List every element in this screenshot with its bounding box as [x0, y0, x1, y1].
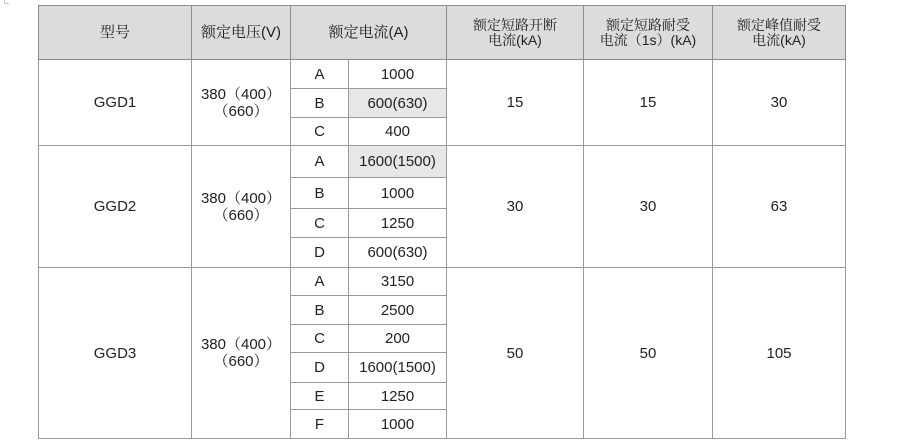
voltage-cell: 380（400） （660） [192, 146, 291, 268]
current-value: 600(630) [349, 238, 447, 268]
peak-withstand-cell: 30 [713, 60, 846, 146]
current-label: D [291, 353, 349, 383]
short-break-cell: 15 [447, 60, 584, 146]
current-label: D [291, 238, 349, 268]
current-value: 600(630) [349, 89, 447, 118]
current-value: 1250 [349, 383, 447, 410]
current-label: F [291, 410, 349, 439]
current-value: 1000 [349, 60, 447, 89]
table-row [39, 146, 846, 178]
header-short-break: 额定短路开断 电流(kA) [447, 6, 584, 60]
current-label: E [291, 383, 349, 410]
short-withstand-cell: 50 [584, 268, 713, 439]
current-value: 3150 [349, 268, 447, 296]
current-value: 1000 [349, 410, 447, 439]
current-label: C [291, 118, 349, 146]
model-cell: GGD3 [39, 268, 192, 439]
current-value: 2500 [349, 296, 447, 325]
peak-withstand-cell: 105 [713, 268, 846, 439]
current-value: 400 [349, 118, 447, 146]
short-break-cell: 30 [447, 146, 584, 268]
current-label: A [291, 146, 349, 178]
short-break-cell: 50 [447, 268, 584, 439]
current-value: 1250 [349, 209, 447, 238]
current-value: 1600(1500) [349, 146, 447, 178]
table-row [39, 268, 846, 296]
current-label: C [291, 209, 349, 238]
current-label: B [291, 178, 349, 209]
model-cell: GGD1 [39, 60, 192, 146]
current-label: A [291, 268, 349, 296]
model-cell: GGD2 [39, 146, 192, 268]
current-value: 1000 [349, 178, 447, 209]
voltage-cell: 380（400） （660） [192, 60, 291, 146]
short-withstand-cell: 30 [584, 146, 713, 268]
header-row [39, 6, 846, 60]
header-model: 型号 [39, 6, 192, 60]
voltage-cell: 380（400） （660） [192, 268, 291, 439]
header-rated-current: 额定电流(A) [291, 6, 447, 60]
header-peak-withstand: 额定峰值耐受 电流(kA) [713, 6, 846, 60]
current-label: C [291, 325, 349, 353]
peak-withstand-cell: 63 [713, 146, 846, 268]
short-withstand-cell: 15 [584, 60, 713, 146]
current-value: 200 [349, 325, 447, 353]
current-label: A [291, 60, 349, 89]
table-row [39, 60, 846, 89]
header-rated-voltage: 额定电压(V) [192, 6, 291, 60]
current-value: 1600(1500) [349, 353, 447, 383]
header-short-withstand: 额定短路耐受 电流（1s）(kA) [584, 6, 713, 60]
current-label: B [291, 296, 349, 325]
current-label: B [291, 89, 349, 118]
corner-mark [4, 0, 9, 4]
spec-table [38, 5, 846, 439]
